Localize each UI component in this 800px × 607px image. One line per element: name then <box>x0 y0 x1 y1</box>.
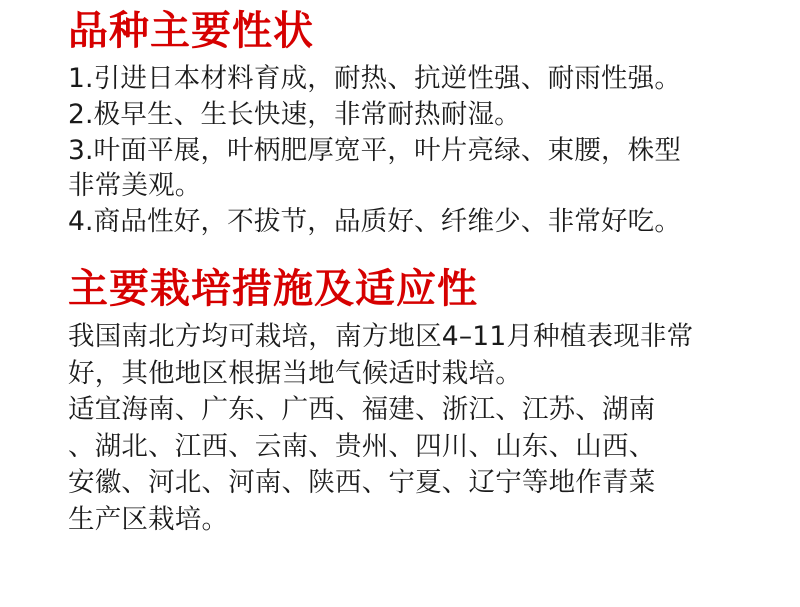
paragraph-line: 、湖北、江西、云南、贵州、四川、山东、山西、 <box>68 430 656 462</box>
paragraph-line: 安徽、河北、河南、陕西、宁夏、辽宁等地作青菜 <box>68 467 656 499</box>
paragraph-line: 好，其他地区根据当地气候适时栽培。 <box>68 357 522 389</box>
section-title-variety-traits: 品种主要性状 <box>68 8 314 54</box>
list-item: 4.商品性好，不拔节，品质好、纤维少、非常好吃。 <box>68 206 682 238</box>
variety-traits-list <box>68 61 760 240</box>
list-item: 非常美观。 <box>68 170 202 202</box>
list-item: 1.引进日本材料育成，耐热、抗逆性强、耐雨性强。 <box>68 63 682 95</box>
section-cultivation-measures <box>68 266 760 539</box>
section-variety-traits <box>68 8 760 240</box>
cultivation-paragraphs <box>68 319 760 538</box>
section-title-cultivation-measures: 主要栽培措施及适应性 <box>68 266 478 313</box>
list-item: 2.极早生、生长快速，非常耐热耐湿。 <box>68 98 521 130</box>
paragraph-line: 生产区栽培。 <box>68 504 229 536</box>
paragraph-line: 适宜海南、广东、广西、福建、浙江、江苏、湖南 <box>68 394 656 426</box>
paragraph-line: 我国南北方均可栽培，南方地区4–11月种植表现非常 <box>68 321 694 353</box>
list-item: 3.叶面平展，叶柄肥厚宽平，叶片亮绿、束腰，株型 <box>68 134 682 166</box>
